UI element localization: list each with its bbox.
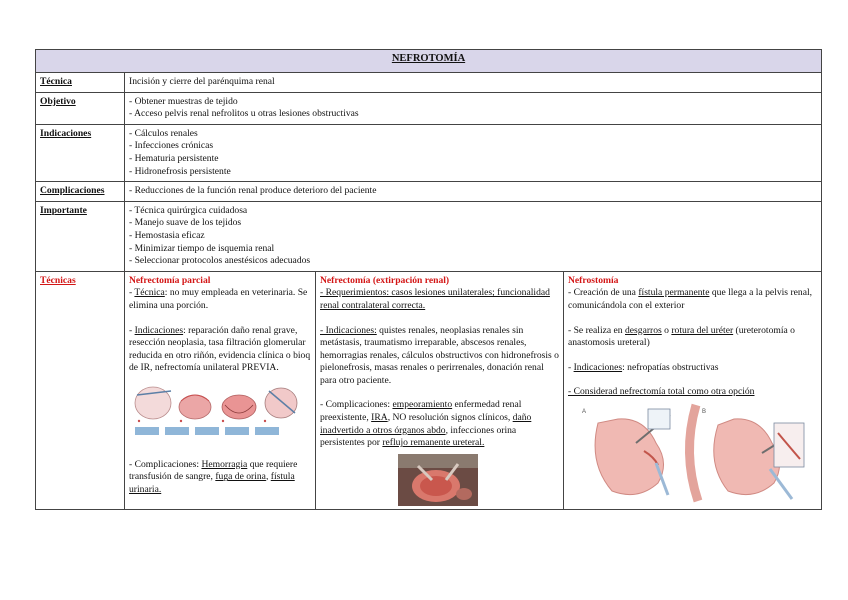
complicaciones-text: enfermedad renal preexistente,	[320, 399, 522, 424]
tecnica-term: Técnica	[134, 287, 165, 299]
nefrotomia-table	[35, 49, 822, 510]
creacion-paragraph	[568, 287, 812, 311]
rotura-term: rotura del uréter	[671, 324, 734, 336]
row-objetivo	[36, 92, 822, 124]
row-line: - Manejo suave de los tejidos	[129, 217, 242, 229]
row-content	[125, 124, 822, 181]
considerad-paragraph: - Considerad nefrectomía total como otra opción	[568, 386, 755, 398]
table-title: NEFROTOMÍA	[36, 50, 822, 73]
svg-text:B: B	[702, 408, 707, 415]
indicaciones-term: - Indicaciones:	[320, 324, 377, 336]
fistula-term: fístula permanente	[638, 287, 710, 299]
nefrectomia-title: Nefrectomía (extirpación renal)	[320, 274, 450, 286]
indicaciones-term: Indicaciones	[134, 324, 184, 336]
row-label: Indicaciones	[36, 124, 125, 181]
nephrectomy-photo	[398, 454, 478, 506]
row-content	[125, 92, 822, 124]
row-importante	[36, 201, 822, 271]
row-label: Complicaciones	[36, 182, 125, 202]
row-line: - Hemostasia eficaz	[129, 229, 205, 241]
row-line: - Cálculos renales	[129, 127, 198, 139]
indicaciones-prefix: -	[568, 361, 574, 373]
complicaciones-sep: ,	[265, 471, 271, 483]
realiza-text: o	[661, 324, 672, 336]
indicaciones-text: quistes renales, neoplasias renales sin metástasis, traumatismo irreparable, abscesos renales, hemorragias renales, cálculos obstructivos con hidronefrosis o pielonefrosis, masas renales o perirrenales, donación renal para otro paciente.	[320, 324, 559, 386]
row-line: - Minimizar tiempo de isquemia renal	[129, 242, 275, 254]
nephrostomy-diagram	[578, 403, 810, 503]
complicacion-term: fístula urinaria.	[129, 471, 295, 496]
row-line: - Acceso pelvis renal nefrolitos u otras lesiones obstructivas	[129, 108, 359, 120]
row-line: - Hidronefrosis persistente	[129, 165, 231, 177]
row-indicaciones	[36, 124, 822, 181]
realiza-text: (ureterotomía o anastomosis ureteral)	[568, 324, 795, 349]
realiza-text: - Se realiza en	[568, 324, 625, 336]
row-tecnica	[36, 73, 822, 93]
indicaciones-term: Indicaciones	[573, 361, 623, 373]
nefrectomia-parcial-title: Nefrectomía parcial	[129, 274, 211, 286]
desgarros-term: desgarros	[625, 324, 662, 336]
row-content	[125, 201, 822, 271]
complicaciones-text: , NO resolución signos clínicos,	[387, 412, 513, 424]
indicaciones-paragraph: - Indicaciones: reparación daño renal grave, resección neoplasia, tasa filtración glomerular reducida en otro riñón, evidencia clínica o bioq de IR, nefrectomía unilateral PREVIA.	[129, 324, 311, 374]
complicaciones-prefix: - Complicaciones:	[129, 458, 202, 470]
indicaciones-paragraph	[568, 362, 719, 373]
complicaciones-text: , infecciones orina persistentes por	[320, 424, 517, 449]
row-line: - Obtener muestras de tejido	[129, 95, 238, 107]
complicaciones-text: que requiere transfusión de sangre,	[129, 458, 298, 483]
indicaciones-text: : nefropatías obstructivas	[622, 361, 719, 373]
row-line: - Infecciones crónicas	[129, 140, 214, 152]
row-label: Técnicas	[36, 271, 125, 509]
partial-nephrectomy-diagram	[131, 379, 303, 457]
complicacion-term: IRA	[371, 412, 388, 424]
nefrostomia-title: Nefrostomía	[568, 274, 619, 286]
row-line: Incisión y cierre del parénquima renal	[129, 76, 275, 87]
indicaciones-text: : reparación daño renal grave, resección neoplasia, tasa filtración glomerular reducida en otro riñón, evidencia clínica o bioq de IR, nefrectomía unilateral PREVIA.	[129, 324, 311, 374]
complicaciones-paragraph	[320, 399, 531, 448]
indicaciones-paragraph	[320, 325, 559, 386]
creacion-text: que llega a la pelvis renal, comunicándola con el exterior	[568, 287, 813, 311]
svg-text:A: A	[582, 408, 587, 415]
row-content	[125, 73, 822, 93]
complicaciones-paragraph	[129, 459, 297, 495]
nefrectomia-parcial-cell	[125, 271, 316, 509]
complicacion-term: empeoramiento	[392, 399, 453, 411]
nefrectomia-cell	[316, 271, 564, 509]
complicaciones-prefix: - Complicaciones:	[320, 399, 393, 411]
complicacion-term: daño inadvertido a otros órganos abdo	[320, 412, 532, 436]
row-line: - Técnica quirúrgica cuidadosa	[129, 204, 248, 216]
row-tecnicas	[36, 271, 822, 509]
realiza-paragraph	[568, 325, 795, 349]
tecnica-text: : no muy empleada en veterinaria. Se elimina una porción.	[129, 287, 308, 311]
complicacion-term: reflujo remanente ureteral.	[382, 437, 485, 449]
row-line: - Reducciones de la función renal produce deterioro del paciente	[129, 185, 377, 197]
row-label: Técnica	[36, 73, 125, 93]
nefrostomia-cell	[564, 271, 822, 509]
row-line: - Seleccionar protocolos anestésicos adecuados	[129, 255, 311, 267]
requerimientos-paragraph: - Requerimientos: casos lesiones unilaterales; funcionalidad renal contralateral correcta.	[320, 287, 550, 311]
complicacion-term: Hemorragia	[201, 458, 248, 470]
row-line: - Hematuria persistente	[129, 152, 219, 164]
row-complicaciones	[36, 182, 822, 202]
row-label: Importante	[36, 201, 125, 271]
tecnica-paragraph: - Técnica: no muy empleada en veterinaria. Se elimina una porción.	[129, 287, 308, 311]
creacion-text: - Creación de una	[568, 287, 639, 299]
complicacion-term: fuga de orina	[215, 471, 266, 483]
row-label: Objetivo	[36, 92, 125, 124]
row-content	[125, 182, 822, 202]
